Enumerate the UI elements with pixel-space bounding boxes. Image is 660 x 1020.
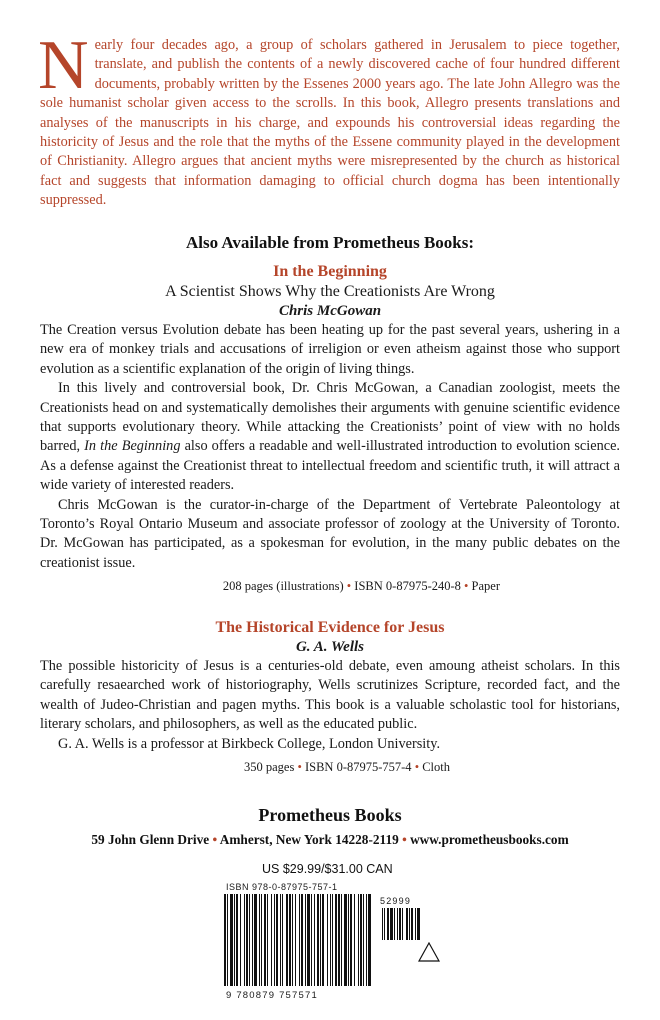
barcode-bar bbox=[348, 894, 349, 986]
book-description-2: G. A. Wells is a professor at Birkbeck College, London University. bbox=[58, 735, 441, 752]
page-count: 350 pages bbox=[243, 760, 295, 775]
barcode-bar bbox=[240, 894, 241, 986]
addon-bar bbox=[415, 908, 416, 940]
book-entry-in-the-beginning bbox=[40, 262, 620, 595]
barcode-bar bbox=[358, 894, 359, 986]
also-available-heading: Also Available from Prometheus Books: bbox=[185, 233, 475, 252]
bullet-separator: • bbox=[402, 832, 407, 847]
drop-cap: N bbox=[38, 27, 89, 104]
barcode-bar bbox=[344, 894, 347, 986]
addon-bar bbox=[411, 908, 413, 940]
barcode-bar bbox=[307, 894, 310, 986]
barcode-bar bbox=[282, 894, 283, 986]
barcode-bar bbox=[301, 894, 303, 986]
addon-bar bbox=[402, 908, 403, 940]
book-description-2 bbox=[40, 379, 620, 495]
book-author: G. A. Wells bbox=[295, 639, 365, 655]
triangle-icon bbox=[418, 942, 440, 967]
barcode-bar bbox=[276, 894, 278, 986]
addon-bar bbox=[399, 908, 401, 940]
barcode-bar bbox=[280, 894, 281, 986]
bullet-separator: • bbox=[464, 579, 469, 594]
desc-text: also offers a readable and well-illustrated introduction to evolution science. As a defense against the Creationist threat to intellectual freedom and scientific truth, it will attract a wide variety of interested readers. bbox=[40, 438, 620, 494]
barcode-bar bbox=[322, 894, 324, 986]
barcode-addon: 52999 bbox=[380, 896, 412, 906]
addon-bar bbox=[394, 908, 395, 940]
barcode-bar bbox=[254, 894, 257, 986]
addon-bar bbox=[390, 908, 393, 940]
barcode-bar bbox=[259, 894, 260, 986]
barcode-bar bbox=[320, 894, 321, 986]
barcode-bar bbox=[327, 894, 328, 986]
book-title: In the Beginning bbox=[273, 263, 387, 280]
barcode-bar bbox=[338, 894, 340, 986]
barcode-bar bbox=[224, 894, 226, 986]
barcode-bar bbox=[249, 894, 250, 986]
barcode-bar bbox=[230, 894, 233, 986]
page-count: 208 pages (illustrations) bbox=[222, 579, 344, 594]
bullet-separator: • bbox=[346, 579, 352, 594]
city: Amherst, New York 14228-2119 bbox=[219, 832, 399, 847]
book-details bbox=[40, 577, 620, 595]
addon-bar bbox=[417, 908, 420, 940]
book-entry-historical-evidence bbox=[40, 618, 620, 776]
barcode-bar bbox=[227, 894, 228, 986]
barcode-bar bbox=[252, 894, 253, 986]
barcode-bar bbox=[330, 894, 331, 986]
street: 59 John Glenn Drive bbox=[91, 832, 210, 847]
publisher-address bbox=[0, 832, 660, 848]
barcode-bar bbox=[368, 894, 371, 986]
barcode-bar bbox=[317, 894, 319, 986]
book-details bbox=[40, 758, 620, 776]
isbn: ISBN 0-87975-757-4 bbox=[304, 760, 412, 775]
desc-italic-title: In the Beginning bbox=[84, 438, 181, 455]
barcode-bar bbox=[274, 894, 275, 986]
book-description-1: The Creation versus Evolution debate has been heating up for the past several years, ushering in a new era of monkey trials and accusations of irreligion or even atheism against those who support evolution as a scientific explanation of the origin of living things. bbox=[40, 322, 620, 377]
barcode-ean-digits: 9 780879 757571 bbox=[226, 990, 318, 1001]
barcode-bar bbox=[354, 894, 355, 986]
barcode-bar bbox=[335, 894, 337, 986]
bullet-separator: • bbox=[297, 760, 302, 775]
book-subtitle: A Scientist Shows Why the Creationists Are Wrong bbox=[165, 283, 495, 300]
barcode-bar bbox=[332, 894, 333, 986]
intro-blurb bbox=[38, 27, 620, 211]
barcode-bar bbox=[292, 894, 293, 986]
barcode-bar bbox=[305, 894, 306, 986]
addon-bar bbox=[397, 908, 398, 940]
barcode-bar bbox=[286, 894, 288, 986]
desc-text: In this lively and controversial book, Dr. Chris McGowan, a Canadian zoologist, meets the Creationists head on and systematically demolishes their arguments with genuine scientific evidence that supports evolutionary theory. While attacking the Creationists’ point of view with no holds barred, bbox=[40, 380, 620, 455]
isbn: ISBN 0-87975-240-8 bbox=[354, 579, 461, 594]
barcode bbox=[222, 894, 422, 995]
barcode-bar bbox=[264, 894, 266, 986]
intro-text: early four decades ago, a group of scholars gathered in Jerusalem to piece together, translate, and publish the contents of a newly discovered cache of four hundred different documents, probably written by the Essenes 2000 years ago. The late John Allegro was the sole humanist scholar given access to the scrolls. In this book, Allegro presents translations and analyses of the manuscripts in his charge, and expounds his controversial ideas regarding the historicity of Jesus and the role that the myths of the Essene community played in the development of Christianity. Allegro argues that ancient myths were misrepresented by the church as historical fact and suggests that information damaging to official church dogma has been intentionally suppressed. bbox=[40, 37, 620, 209]
barcode-bar bbox=[295, 894, 296, 986]
barcode-bar bbox=[267, 894, 268, 986]
book-title: The Historical Evidence for Jesus bbox=[215, 619, 445, 636]
barcode-bars bbox=[222, 894, 422, 990]
website: www.prometheusbooks.com bbox=[410, 832, 569, 847]
barcode-bar bbox=[341, 894, 342, 986]
book-description-3: Chris McGowan is the curator-in-charge of the Department of Vertebrate Paleontology at Toronto’s Royal Ontario Museum and associate professor of zoology at the University of Toronto. Dr. McGowan has participated, as a spokesman for evolution, in the many public debates on the creationist issue. bbox=[40, 496, 620, 571]
barcode-bar bbox=[271, 894, 272, 986]
barcode-bar bbox=[311, 894, 312, 986]
price: US $29.99/$31.00 CAN bbox=[262, 862, 393, 876]
binding: Cloth bbox=[422, 760, 450, 775]
barcode-bar bbox=[244, 894, 245, 986]
bullet-separator: • bbox=[212, 832, 218, 847]
publisher-name: Prometheus Books bbox=[258, 805, 402, 825]
barcode-bar bbox=[350, 894, 352, 986]
barcode-isbn-line: ISBN 978-0-87975-757-1 bbox=[226, 882, 338, 892]
bullet-separator: • bbox=[414, 760, 420, 775]
addon-bar bbox=[406, 908, 408, 940]
binding: Paper bbox=[471, 579, 500, 594]
barcode-bar bbox=[360, 894, 362, 986]
addon-bar bbox=[382, 908, 383, 940]
barcode-bar bbox=[299, 894, 300, 986]
barcode-bar bbox=[289, 894, 291, 986]
barcode-bar bbox=[236, 894, 238, 986]
barcode-bar bbox=[363, 894, 364, 986]
barcode-bar bbox=[314, 894, 315, 986]
barcode-bar bbox=[366, 894, 367, 986]
addon-bar bbox=[387, 908, 389, 940]
book-description-1: The possible historicity of Jesus is a centuries-old debate, even amoung atheist scholars. In this carefully resaearched work of historiography, Wells scrutinizes Scripture, recorded fact, and the wealth of Judeo-Christian and pagen myths. This book is a valuable scholastic tool for historians, literary scholars, and philosophers, as well as the educated public. bbox=[40, 658, 620, 733]
book-author: Chris McGowan bbox=[278, 303, 382, 319]
barcode-bar bbox=[234, 894, 235, 986]
barcode-bar bbox=[246, 894, 248, 986]
addon-bar bbox=[384, 908, 385, 940]
addon-bar bbox=[409, 908, 410, 940]
barcode-bar bbox=[261, 894, 262, 986]
